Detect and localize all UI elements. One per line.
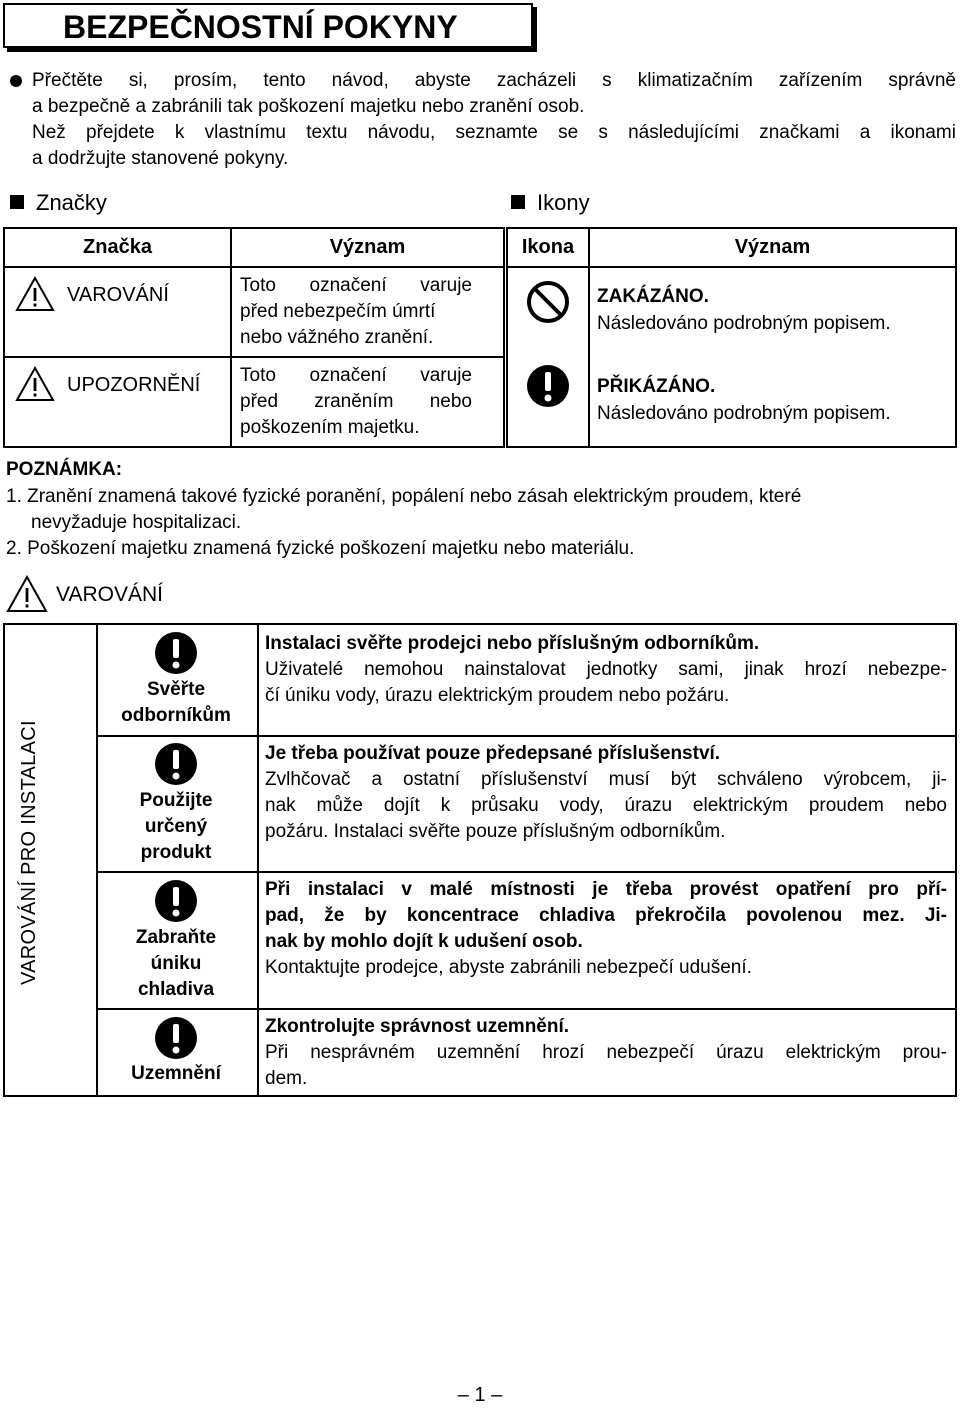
row-bold-line: Instalaci svěřte prodejci nebo příslušným odborníkům. xyxy=(265,633,760,654)
intro-line: a bezpečně a zabránili tak poškození majetku nebo zranění osob. xyxy=(32,96,585,117)
icon-label-line: Uzemnění xyxy=(131,1063,221,1084)
mandatory-icon xyxy=(153,630,199,676)
mark-meaning-line: Toto označení varuje xyxy=(240,365,472,386)
row-text-line: nak může dojít k průsaku vody, úrazu elektrickým proudem nebo xyxy=(265,795,947,816)
square-bullet-icon xyxy=(10,195,24,209)
icon-label-line: produkt xyxy=(140,842,212,863)
note-item-1: 1. Zranění znamená takové fyzické poranění, popálení nebo zásah elektrickým proudem, které xyxy=(6,486,802,507)
mandatory-icon xyxy=(153,741,199,787)
note-heading: POZNÁMKA: xyxy=(6,459,123,480)
row-description xyxy=(265,1014,947,1092)
row-bold-line: pad, že by koncentrace chladiva překročila povolenou mez. Ji- xyxy=(265,905,947,926)
page-title: BEZPEČNOSTNÍ POKYNY xyxy=(3,3,533,48)
column-header-icon: Ikona xyxy=(521,236,575,258)
bullet-icon xyxy=(10,75,22,87)
caution-triangle-icon xyxy=(15,366,55,402)
intro-paragraph xyxy=(10,68,956,178)
row-bold-line: Je třeba používat pouze předepsané příslušenství. xyxy=(265,743,721,764)
row-description xyxy=(265,877,947,981)
prohibited-icon xyxy=(525,279,571,325)
icon-label-line: Zabraňte xyxy=(135,927,217,948)
warning-triangle-icon xyxy=(6,575,48,613)
mark-meaning-line: před zraněním nebo xyxy=(240,391,472,412)
mark-meaning-line: nebo vážného zranění. xyxy=(240,327,434,348)
mark-label-warning: VAROVÁNÍ xyxy=(67,284,169,306)
icon-label-line: chladiva xyxy=(137,979,215,1000)
icons-table xyxy=(506,227,957,448)
icon-label-line: Použijte xyxy=(139,790,213,811)
installation-side-label: VAROVÁNÍ PRO INSTALACI xyxy=(18,720,40,985)
row-text-line: čí úniku vody, úrazu elektrickým proudem nebo požáru. xyxy=(265,685,730,706)
warning-heading: VAROVÁNÍ xyxy=(56,583,163,606)
row-text-line: Při nesprávném uzemnění hrozí nebezpečí úrazu elektrickým prou- xyxy=(265,1042,947,1063)
icon-label-line: úniku xyxy=(150,953,202,974)
icon-detail: Následováno podrobným popisem. xyxy=(597,313,891,334)
page-number: – 1 – xyxy=(457,1384,503,1406)
column-header-mark: Značka xyxy=(83,236,152,258)
icons-heading-label: Ikony xyxy=(537,190,590,215)
row-description xyxy=(265,631,947,709)
row-bold-line: nak by mohlo dojít k udušení osob. xyxy=(265,931,583,952)
icon-title-mandatory: PŘIKÁZÁNO. xyxy=(597,376,716,397)
marks-table xyxy=(3,227,505,448)
marks-heading xyxy=(10,189,107,217)
icons-heading xyxy=(511,189,590,217)
icon-detail: Následováno podrobným popisem. xyxy=(597,403,891,424)
intro-line: a dodržujte stanovené pokyny. xyxy=(32,148,289,169)
mark-meaning-line: Toto označení varuje xyxy=(240,275,472,296)
mandatory-icon xyxy=(525,363,571,409)
row-description xyxy=(265,741,947,845)
row-text-line: požáru. Instalaci svěřte pouze příslušným odborníkům. xyxy=(265,821,726,842)
icon-label-line: Svěřte xyxy=(146,679,206,700)
intro-line: Přečtěte si, prosím, tento návod, abyste zacházeli s klimatizačním zařízením správně xyxy=(32,70,956,91)
icon-label-line: odborníkům xyxy=(121,705,231,726)
mark-label-caution: UPOZORNĚNÍ xyxy=(67,374,201,396)
row-bold-line: Při instalaci v malé místnosti je třeba provést opatření pro pří- xyxy=(265,879,947,900)
icon-title-prohibited: ZAKÁZÁNO. xyxy=(597,286,709,307)
column-header-meaning: Význam xyxy=(329,236,406,258)
note-item-1-cont: nevyžaduje hospitalizaci. xyxy=(31,512,242,533)
mandatory-icon xyxy=(153,1015,199,1061)
row-bold-line: Zkontrolujte správnost uzemnění. xyxy=(265,1016,570,1037)
row-text-line: Uživatelé nemohou nainstalovat jednotky sami, jinak hrozí nebezpe- xyxy=(265,659,947,680)
mandatory-icon xyxy=(153,878,199,924)
warning-triangle-icon xyxy=(15,276,55,312)
intro-line: Než přejdete k vlastnímu textu návodu, seznamte se s následujícími značkami a ikonami xyxy=(32,122,956,143)
column-header-meaning: Význam xyxy=(734,236,811,258)
icon-label-line: určený xyxy=(144,816,208,837)
row-text-line: Kontaktujte prodejce, abyste zabránili nebezpečí udušení. xyxy=(265,957,752,978)
square-bullet-icon xyxy=(511,195,525,209)
row-text-line: Zvlhčovač a ostatní příslušenství musí být schváleno výrobcem, ji- xyxy=(265,769,947,790)
note-item-2: 2. Poškození majetku znamená fyzické poškození majetku nebo materiálu. xyxy=(6,538,635,559)
mark-meaning-line: poškozením majetku. xyxy=(240,417,420,438)
marks-heading-label: Značky xyxy=(36,190,107,215)
row-text-line: dem. xyxy=(265,1068,308,1089)
mark-meaning-line: před nebezpečím úmrtí xyxy=(240,301,436,322)
